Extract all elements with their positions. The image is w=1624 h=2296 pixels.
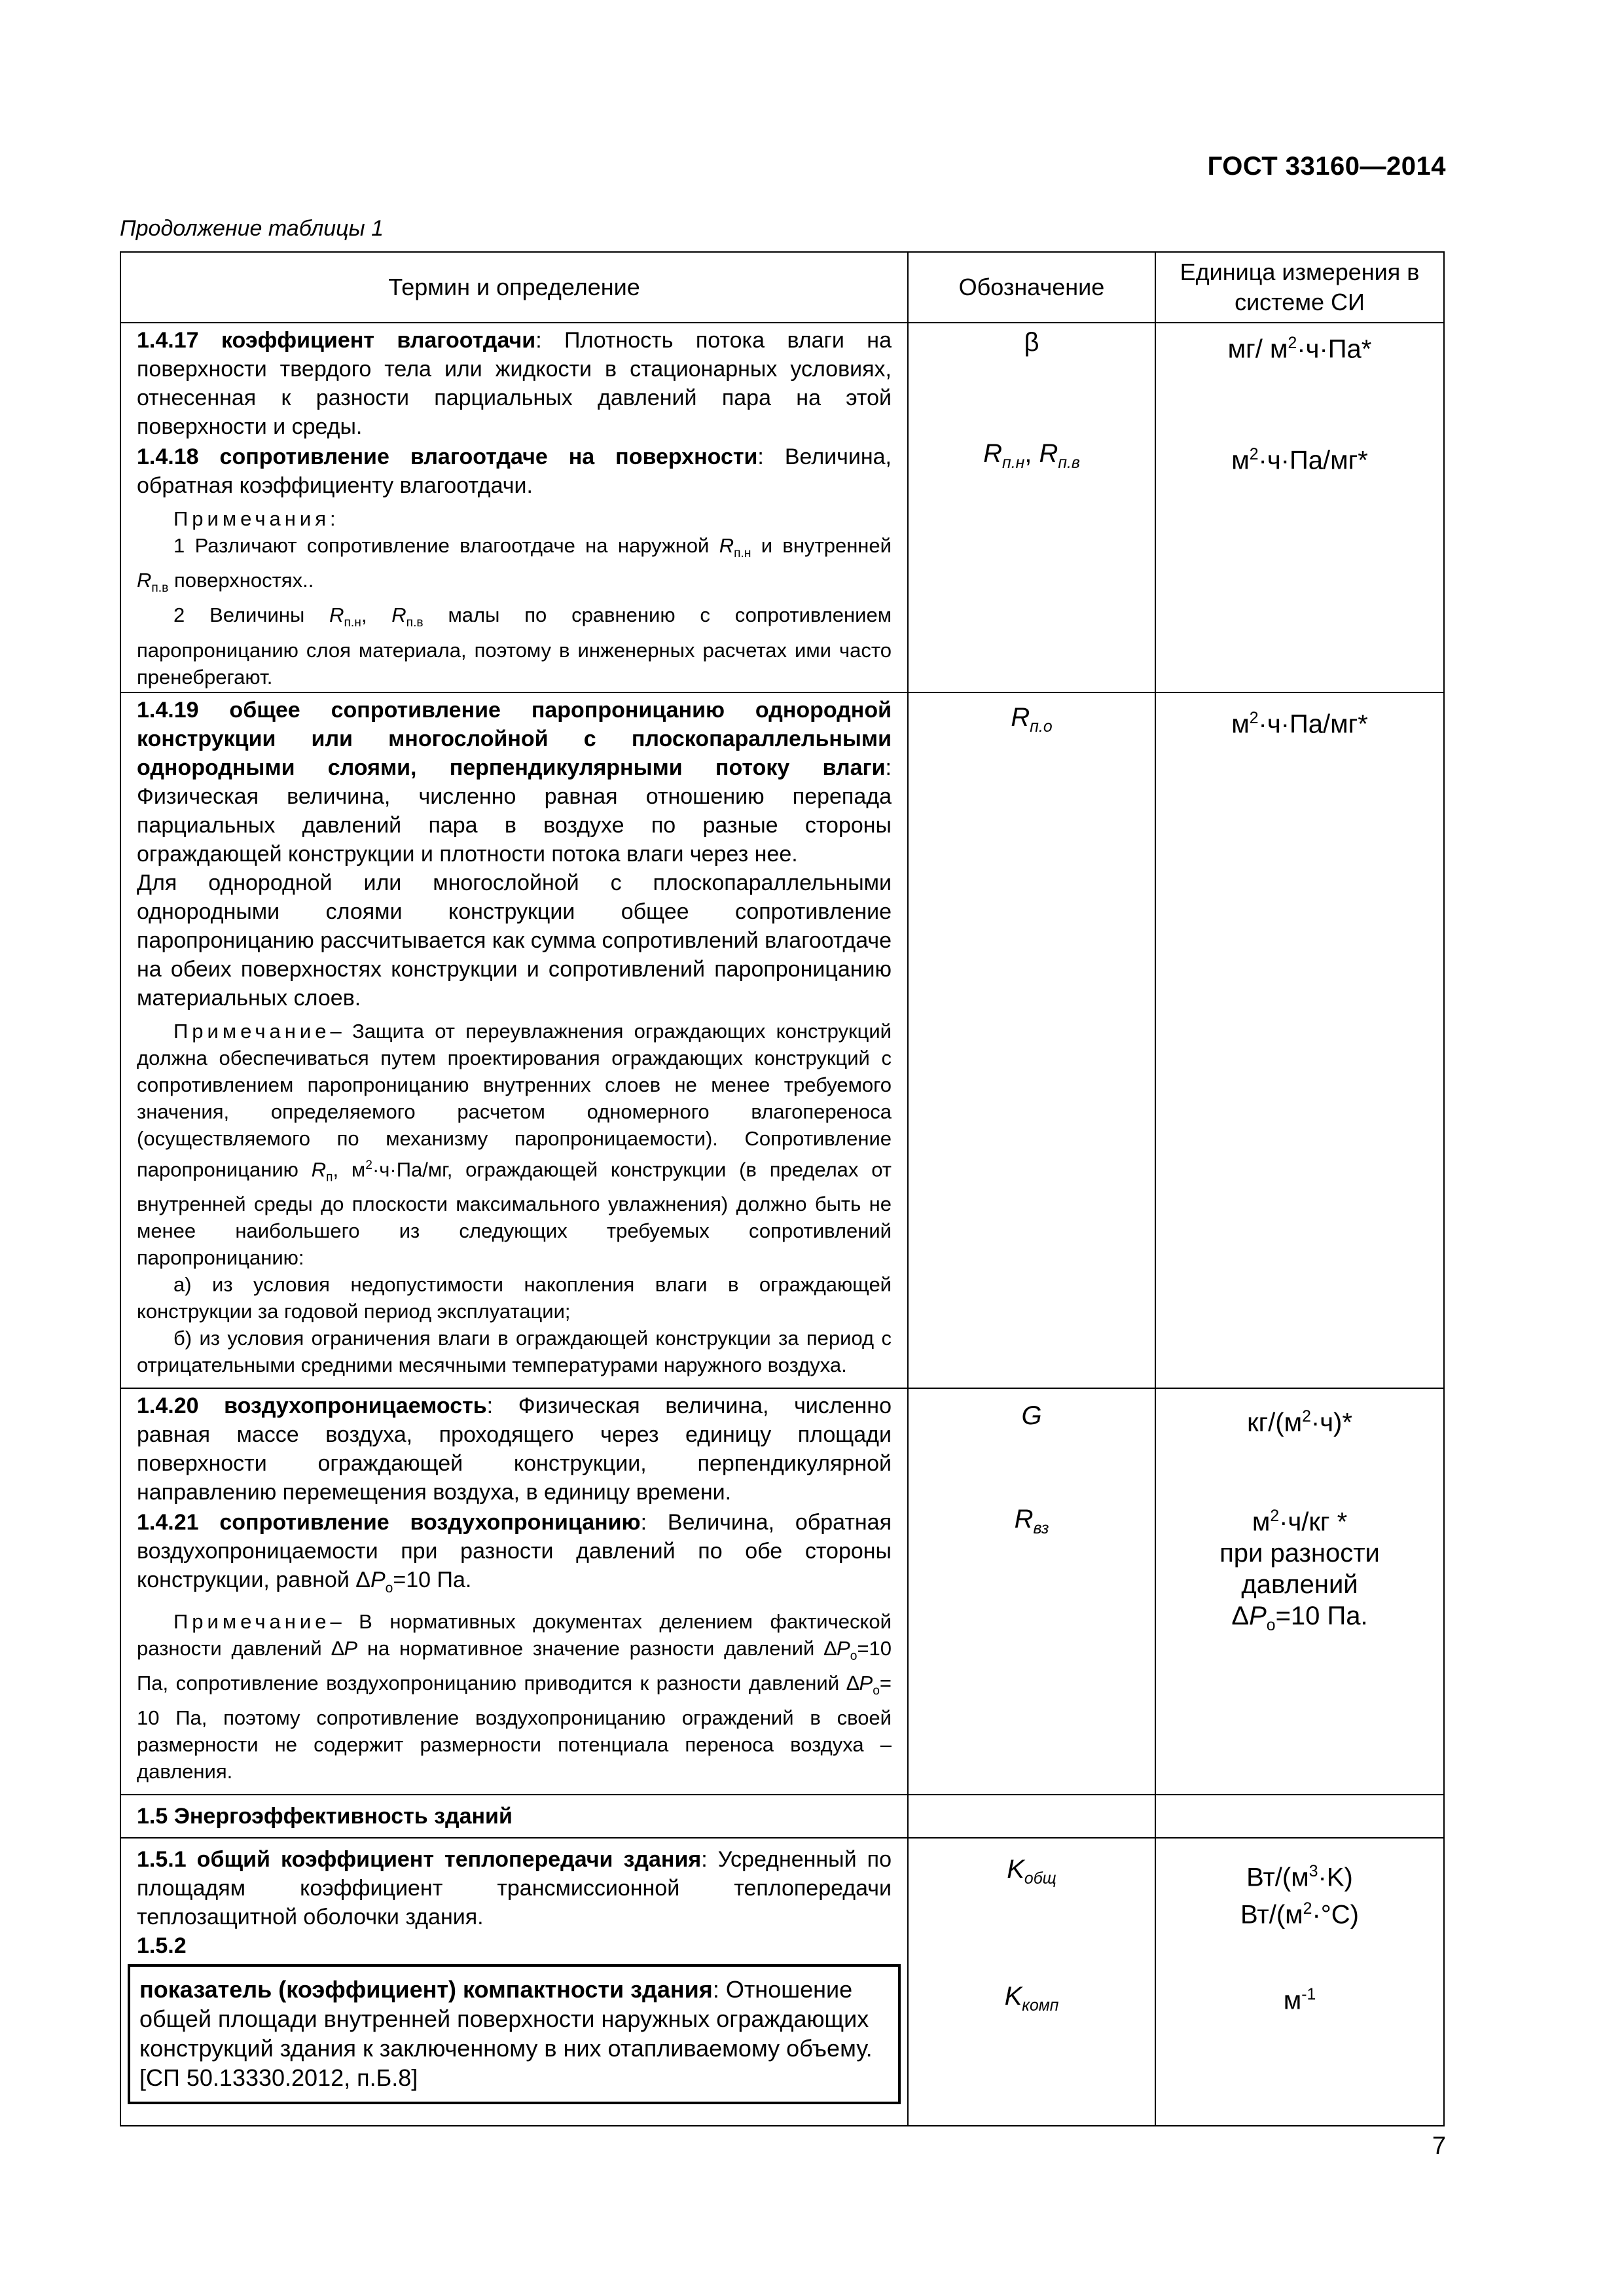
symbol-r: R [311,1157,327,1181]
symbol-cell [908,1795,1155,1838]
symbol-1-4-20: G [1021,1401,1042,1431]
unit-sup: 2 [1249,709,1259,727]
ref-1-5-2: [СП 50.13330.2012, п.Б.8] [139,2064,418,2092]
sub-pn: п.н [734,547,751,561]
note-text: – В нормативных документах делением фактической разности давлений ∆ [137,1609,892,1660]
sep: , [1024,439,1039,468]
term-cell [120,1795,908,1838]
def-1-4-20: : Физическая величина, численно равная массе воздуха, проходящего через единицу площади поверхности ограждающей конструкции, перпендикулярной направлению перемещения воздуха, в единицу времени. [137,1393,892,1505]
note-1: 1 Различают сопротивление влагоотдаче на наружной [173,534,710,557]
symbol-p: P [859,1672,873,1695]
note-text: ·ч·Па/мг, ограждающей конструкции (в пределах от внутренней среды до плоскости максимального увлажнения) должно быть не менее наибольшего из следующих требуемых сопротивлений паропроницанию: [137,1157,892,1270]
symbol-r: R [1039,439,1058,468]
term-cell [120,692,908,1389]
symbol-r: R [983,439,1003,468]
col-header-unit-label: Единица измерения в системе СИ [1180,259,1420,315]
term-cell [120,323,908,692]
sub-pv: п.в [151,581,169,596]
unit-cell [1155,1838,1444,2126]
item-b: б) из условия ограничения влаги в ограждающей конструкции за период с отрицательными средними месячными температурами наружного воздуха. [137,1327,892,1377]
sub-po: п.о [1030,717,1053,736]
symbol-1-5-2 [909,1982,1154,2015]
symbol-k: K [1007,1855,1024,1884]
symbol-p: P [344,1636,358,1660]
unit-sup: 3 [1308,1863,1318,1881]
term-1-4-17: 1.4.17 коэффициент влагоотдачи [137,328,536,353]
unit-1-4-19 [1157,703,1443,740]
note-text: на нормативное значение разности давлений ∆ [367,1636,837,1660]
unit-part: м [1283,1986,1302,2015]
unit-cell [1155,1388,1444,1795]
unit-sup: -1 [1301,1986,1316,2004]
unit-sup: 2 [1288,334,1297,352]
boxed-definition-1-5-2 [128,1964,901,2104]
unit-sup: 2 [1270,1507,1280,1526]
sub-vz: вз [1033,1520,1049,1538]
unit-line: при разности [1219,1539,1380,1568]
def2-1-4-19: Для однородной или многослойной с плоскопараллельными однородными слоями конструкции общее сопротивление паропроницанию рассчитывается как сумма сопротивлений влагоотдаче на обеих поверхностях конструкции и сопротивлений паропроницанию материальных слоев. [137,870,892,1011]
table-row [120,692,1444,1389]
term-cell [120,1388,908,1795]
unit-part: ·ч·Па/мг* [1258,709,1368,738]
sub-pn: п.н [1002,454,1025,472]
unit-sup: 2 [1303,1899,1312,1918]
note-2: 2 Величины [173,603,305,627]
col-header-unit [1155,252,1444,323]
sep: , [361,603,392,627]
symbol-1-4-19 [909,703,1154,736]
def-1-5-1: : Усредненный по площадям коэффициент трансмиссионной теплопередачи теплозащитной оболочки здания. [137,1847,892,1930]
term-1-4-19: 1.4.19 общее сопротивление паропроницанию однородной конструкции или многослойной с плоскопараллельными однородными слоями, перпендикулярными потоку влаги [137,697,892,780]
note-2b: малы по сравнению с сопротивлением паропроницанию слоя материала, поэтому в инженерных расчетах ими часто пренебрегают. [137,603,892,689]
unit-line: давлений [1241,1570,1358,1600]
unit-part: мг/ м [1227,334,1288,364]
unit-part: м [1231,446,1250,475]
unit-part: ·ч)* [1310,1408,1352,1437]
unit-part: м [1231,709,1250,738]
def-1-4-18: : Величина, обратная коэффициенту влагоотдачи. [137,444,892,498]
unit-part: ·ч·Па* [1297,334,1372,364]
symbol-r: R [719,534,734,557]
symbol-r: R [391,603,406,627]
note-text: – Защита от переувлажнения ограждающих конструкций должна обеспечиваться путем проектирования ограждающих конструкций с сопротивлением паропроницанию внутренних слоев не менее требуемого значения, определяемого расчетом одномерного влагопереноса (осуществляемого по механизму паропроницаемости). Сопротивление паропроницанию [137,1019,892,1181]
note-label: Примечание [173,1019,331,1043]
term-1-4-21: 1.4.21 сопротивление воздухопроницанию [137,1510,641,1535]
unit-part: кг/(м [1247,1408,1303,1437]
note-text: = 10 Па, поэтому сопротивление воздухопроницанию ограждений в своей размерности не содержит размерности потенциала переноса воздуха – давления. [137,1672,892,1784]
sub-o: о [873,1684,880,1698]
symbol-p: P [370,1568,386,1593]
section-heading-1-5: 1.5 Энергоэффективность зданий [137,1804,513,1829]
table-row [120,1838,1444,2126]
unit-part: м [1252,1507,1271,1537]
unit-part: ·°С) [1312,1899,1359,1929]
symbol-p: P [1249,1602,1267,1631]
sub-o: о [385,1580,393,1596]
sub-o: о [1266,1617,1276,1635]
notes-label: Примечания: [173,507,340,530]
page-number: 7 [1432,2132,1446,2160]
unit-part: ·ч·Па/мг* [1258,446,1368,475]
unit-1-5-2 [1157,1979,1443,2016]
term-1-4-18: 1.4.18 сопротивление влагоотдаче на поверхности [137,444,758,469]
sub-pv: п.в [406,616,424,630]
unit-sup: 2 [1249,446,1259,463]
unit-part: Вт/(м [1246,1863,1309,1892]
symbol-cell [908,1838,1155,2126]
table-row [120,323,1444,692]
term-1-5-1: 1.5.1 общий коэффициент теплопередачи здания [137,1847,702,1873]
sub-komp: комп [1022,1997,1059,2015]
unit-cell [1155,692,1444,1389]
table-header-row [120,252,1444,323]
doc-id: ГОСТ 33160—2014 [1207,152,1446,181]
symbol-r: R [329,603,344,627]
unit-part: Вт/(м [1240,1899,1303,1929]
col-header-term: Термин и определение [120,252,908,323]
sub-pv: п.в [1058,454,1080,472]
table-row [120,1795,1444,1838]
def-1-4-17: : Плотность потока влаги на поверхности твердого тела или жидкости в стационарных условиях, отнесенная к разности парциальных давлений пара на этой поверхности и среды. [137,328,892,439]
table-row [120,1388,1444,1795]
sub-obsch: общ [1024,1870,1056,1888]
note-text: =10 Па, сопротивление воздухопроницанию приводится к разности давлений ∆ [137,1636,892,1695]
symbol-1-5-1 [909,1855,1154,1888]
term-1-5-2-num: 1.5.2 [137,1933,187,1959]
unit-part: ·K) [1318,1863,1353,1892]
note-sup: 2 [365,1158,372,1172]
def-1-4-21-end: =10 Па. [393,1568,472,1593]
sub-o: о [850,1649,857,1664]
term-cell [120,1838,908,2126]
symbol-p: P [837,1636,850,1660]
terms-table [120,251,1445,2126]
note-text: , м [333,1157,366,1181]
unit-part: =10 Па. [1275,1602,1368,1631]
symbol-k: K [1004,1982,1022,2011]
note-1c: поверхностях.. [173,569,314,592]
note-1b: и внутренней [761,534,892,557]
symbol-1-4-17: β [1024,328,1039,357]
symbol-cell [908,692,1155,1389]
unit-1-4-20 [1157,1401,1443,1438]
symbol-r: R [137,569,152,592]
note-label: Примечание [173,1609,331,1633]
unit-cell [1155,1795,1444,1838]
unit-1-5-1 [1157,1856,1443,1930]
term-1-5-2: показатель (коэффициент) компактности здания [139,1976,713,2003]
unit-1-4-21 [1157,1501,1443,1641]
unit-1-4-18 [1157,439,1443,476]
unit-part: ·ч/кг * [1279,1507,1348,1537]
symbol-r: R [1014,1505,1034,1534]
def-1-4-21: : Величина, обратная воздухопроницаемости при разности давлений по обе стороны конструкции, равной Δ [137,1510,892,1593]
unit-part: Δ [1231,1602,1250,1631]
item-a: а) из условия недопустимости накопления влаги в ограждающей конструкции за годовой период эксплуатации; [137,1273,892,1323]
symbol-1-4-18 [909,439,1154,473]
symbol-r: R [1011,702,1030,732]
unit-1-4-17 [1157,328,1443,365]
sub-pn: п.н [344,616,361,630]
unit-sup: 2 [1302,1408,1311,1426]
unit-cell [1155,323,1444,692]
table-caption: Продолжение таблицы 1 [120,216,384,241]
term-1-4-20: 1.4.20 воздухопроницаемость [137,1393,487,1419]
symbol-cell [908,1388,1155,1795]
def-1-4-19: : Физическая величина, численно равная отношению перепада парциальных давлений пара в воздухе по разные стороны ограждающей конструкции и плотности потока влаги через нее. [137,755,892,867]
symbol-1-4-21 [909,1505,1154,1538]
sub-p: п [326,1170,333,1185]
symbol-cell [908,323,1155,692]
def-1-5-2: : Отношение общей площади внутренней поверхности наружных ограждающих конструкций здания к заключенному в них отапливаемому объему. [139,1976,873,2062]
col-header-symbol: Обозначение [908,252,1155,323]
